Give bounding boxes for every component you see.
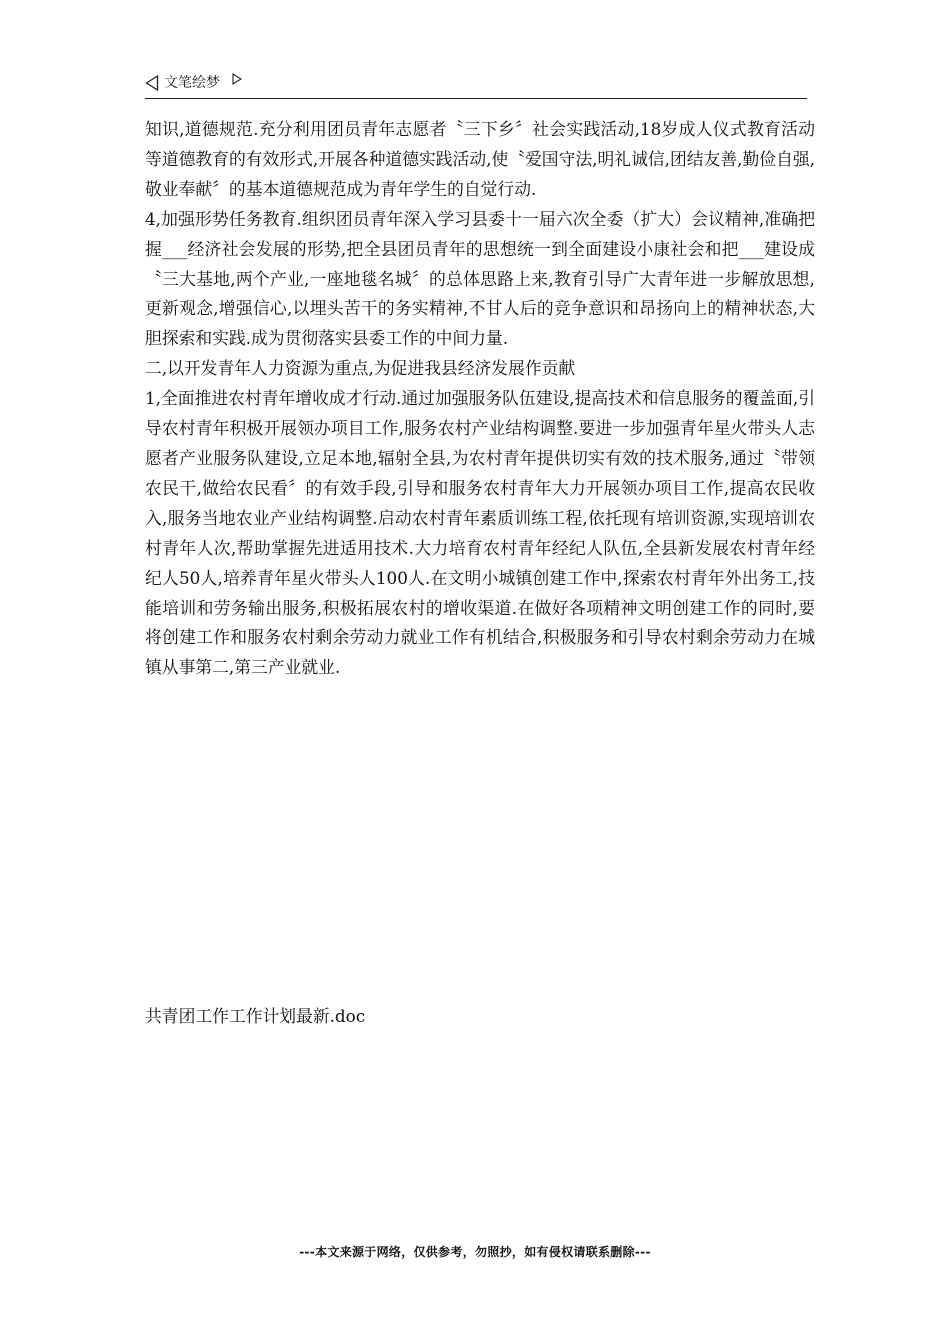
document-filename: 共青团工作工作计划最新.doc [145,1006,366,1026]
document-body [145,115,815,683]
paragraph-moral-education: 知识,道德规范.充分利用团员青年志愿者〝三下乡〞社会实践活动,18岁成人仪式教育活动等道德教育的有效形式,开展各种道德实践活动,使〝爱国守法,明礼诚信,团结友善,勤俭自强,敬业奉献〞的基本道德规范成为青年学生的自觉行动. [145,119,815,199]
header-title: 文笔绘梦 [164,75,220,91]
paragraph-situation-education: 4,加强形势任务教育.组织团员青年深入学习县委十一届六次全委（扩大）会议精神,准确把握___经济社会发展的形势,把全县团员青年的思想统一到全面建设小康社会和把___建设成〝三大基地,两个产业,一座地毯名城〞的总体思路上来,教育引导广大青年进一步解放思想,更新观念,增强信心,以埋头苦干的务实精神,不甘人后的竞争意识和昂扬向上的精神状态,大胆探索和实践.成为贯彻落实县委工作的中间力量. [145,208,815,349]
page-footer-disclaimer: ---本文来源于网络，仅供参考，勿照抄，如有侵权请联系删除--- [299,1245,651,1259]
section-heading: 二,以开发青年人力资源为重点,为促进我县经济发展作贡献 [145,358,576,379]
paragraph-rural-youth: 1,全面推进农村青年增收成才行动.通过加强服务队伍建设,提高技术和信息服务的覆盖面,引导农村青年积极开展领办项目工作,服务农村产业结构调整.要进一步加强青年星火带头人志愿者产业服务队建设,立足本地,辐射全县,为农村青年提供切实有效的技术服务,通过〝带领农民干,做给农民看〞的有效手段,引导和服务农村青年大力开展领办项目工作,提高农民收入,服务当地农业产业结构调整.启动农村青年素质训练工程,依托现有培训资源,实现培训农村青年人次,帮助掌握先进适用技术.大力培育农村青年经纪人队伍,全县新发展农村青年经纪人50人,培养青年星火带头人100人.在文明小城镇创建工作中,探索农村青年外出务工,技能培训和劳务输出服务,积极拓展农村的增收渠道.在做好各项精神文明创建工作的同时,要将创建工作和服务农村剩余劳动力就业工作有机结合,积极服务和引导农村剩余劳动力在城镇从事第二,第三产业就业. [145,388,815,678]
triangle-left-icon [145,75,159,91]
page-header [145,72,807,99]
triangle-right-icon [232,73,242,85]
